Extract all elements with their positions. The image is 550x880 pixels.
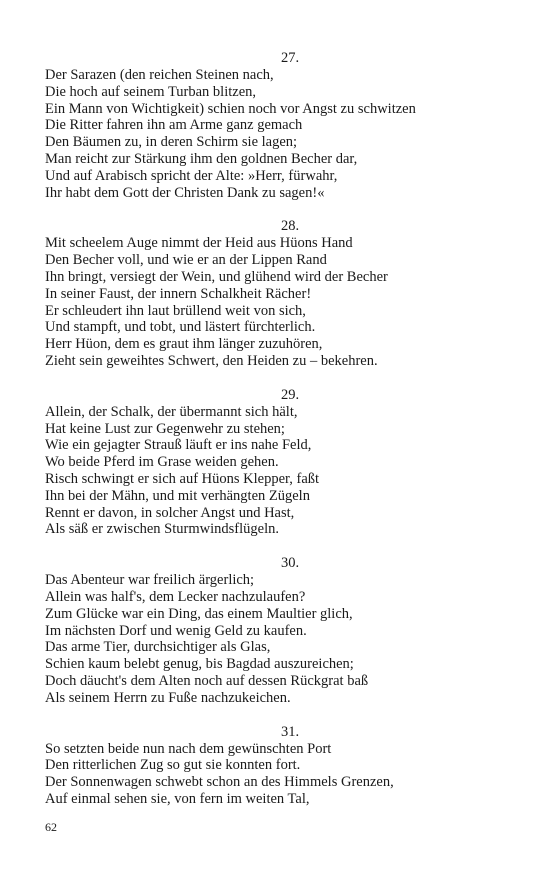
verse-line: Rennt er davon, in solcher Angst und Hast, bbox=[45, 504, 295, 521]
verse-line: Ihr habt dem Gott der Christen Dank zu sagen!« bbox=[45, 184, 325, 201]
stanza-number: 31. bbox=[280, 723, 300, 740]
stanza-number: 27. bbox=[280, 50, 300, 66]
verse-line: Risch schwingt er sich auf Hüons Klepper, faßt bbox=[45, 470, 320, 487]
verse-line: Der Sarazen (den reichen Steinen nach, bbox=[45, 67, 274, 83]
verse-line: Doch däucht's dem Alten noch auf dessen Rückgrat baß bbox=[45, 672, 369, 689]
verse-line: Ihn bringt, versiegt der Wein, und glühend wird der Becher bbox=[45, 268, 388, 285]
verse-line: Mit scheelem Auge nimmt der Heid aus Hüons Hand bbox=[45, 235, 353, 252]
verse-line: Hat keine Lust zur Gegenwehr zu stehen; bbox=[45, 420, 285, 437]
verse-line: Herr Hüon, dem es graut ihm länger zuzuhören, bbox=[45, 336, 323, 353]
stanza-28 bbox=[45, 218, 535, 369]
stanza-29 bbox=[45, 387, 535, 538]
verse-line: Den Becher voll, und wie er an der Lippen Rand bbox=[45, 252, 327, 269]
verse-line: Den Bäumen zu, in deren Schirm sie lagen; bbox=[45, 134, 298, 151]
stanza-number: 30. bbox=[280, 555, 300, 572]
verse-line: Schien kaum belebt genug, bis Bagdad auszureichen; bbox=[45, 656, 354, 673]
verse-line: Er schleudert ihn laut brüllend weit von sich, bbox=[45, 302, 306, 319]
verse-line: Auf einmal sehen sie, von fern im weiten Tal, bbox=[45, 790, 310, 807]
verse-line: Ihn bei der Mähn, und mit verhängten Zügeln bbox=[45, 487, 310, 504]
verse-line: Die hoch auf seinem Turban blitzen, bbox=[45, 83, 257, 100]
verse-line: Man reicht zur Stärkung ihm den goldnen Becher dar, bbox=[45, 150, 358, 167]
verse-line: In seiner Faust, der innern Schalkheit Rächer! bbox=[45, 285, 312, 302]
page-body bbox=[45, 50, 535, 825]
stanza-27 bbox=[45, 50, 535, 201]
verse-line: Allein was half's, dem Lecker nachzulaufen? bbox=[45, 588, 306, 605]
verse-line: Das Abenteur war freilich ärgerlich; bbox=[45, 572, 255, 589]
stanza-31 bbox=[45, 724, 535, 808]
verse-line: Im nächsten Dorf und wenig Geld zu kaufen. bbox=[45, 622, 307, 639]
page-number: 62 bbox=[45, 820, 57, 834]
verse-line: Und auf Arabisch spricht der Alte: »Herr, fürwahr, bbox=[45, 167, 338, 184]
stanza-30 bbox=[45, 555, 535, 706]
verse-line: Den ritterlichen Zug so gut sie konnten fort. bbox=[45, 757, 301, 774]
verse-line: Als säß er zwischen Sturmwindsflügeln. bbox=[45, 521, 279, 538]
verse-line: Die Ritter fahren ihn am Arme ganz gemach bbox=[45, 117, 303, 134]
verse-line: Allein, der Schalk, der übermannt sich hält, bbox=[45, 403, 298, 420]
verse-line: Und stampft, und tobt, und lästert fürchterlich. bbox=[45, 319, 316, 336]
verse-line: Wo beide Pferd im Grase weiden gehen. bbox=[45, 454, 279, 471]
verse-line: Zum Glücke war ein Ding, das einem Maultier glich, bbox=[45, 605, 353, 622]
verse-line: Als seinem Herrn zu Fuße nachzukeichen. bbox=[45, 689, 291, 706]
verse-line: So setzten beide nun nach dem gewünschten Port bbox=[45, 740, 332, 757]
verse-line: Ein Mann von Wichtigkeit) schien noch vor Angst zu schwitzen bbox=[45, 100, 416, 117]
verse-line: Zieht sein geweihtes Schwert, den Heiden zu – bekehren. bbox=[45, 352, 378, 369]
verse-line: Das arme Tier, durchsichtiger als Glas, bbox=[45, 639, 271, 656]
verse-line: Der Sonnenwagen schwebt schon an des Himmels Grenzen, bbox=[45, 774, 394, 791]
stanza-number: 28. bbox=[280, 218, 300, 235]
stanza-number: 29. bbox=[280, 386, 300, 403]
verse-line: Wie ein gejagter Strauß läuft er ins nahe Feld, bbox=[45, 437, 312, 454]
